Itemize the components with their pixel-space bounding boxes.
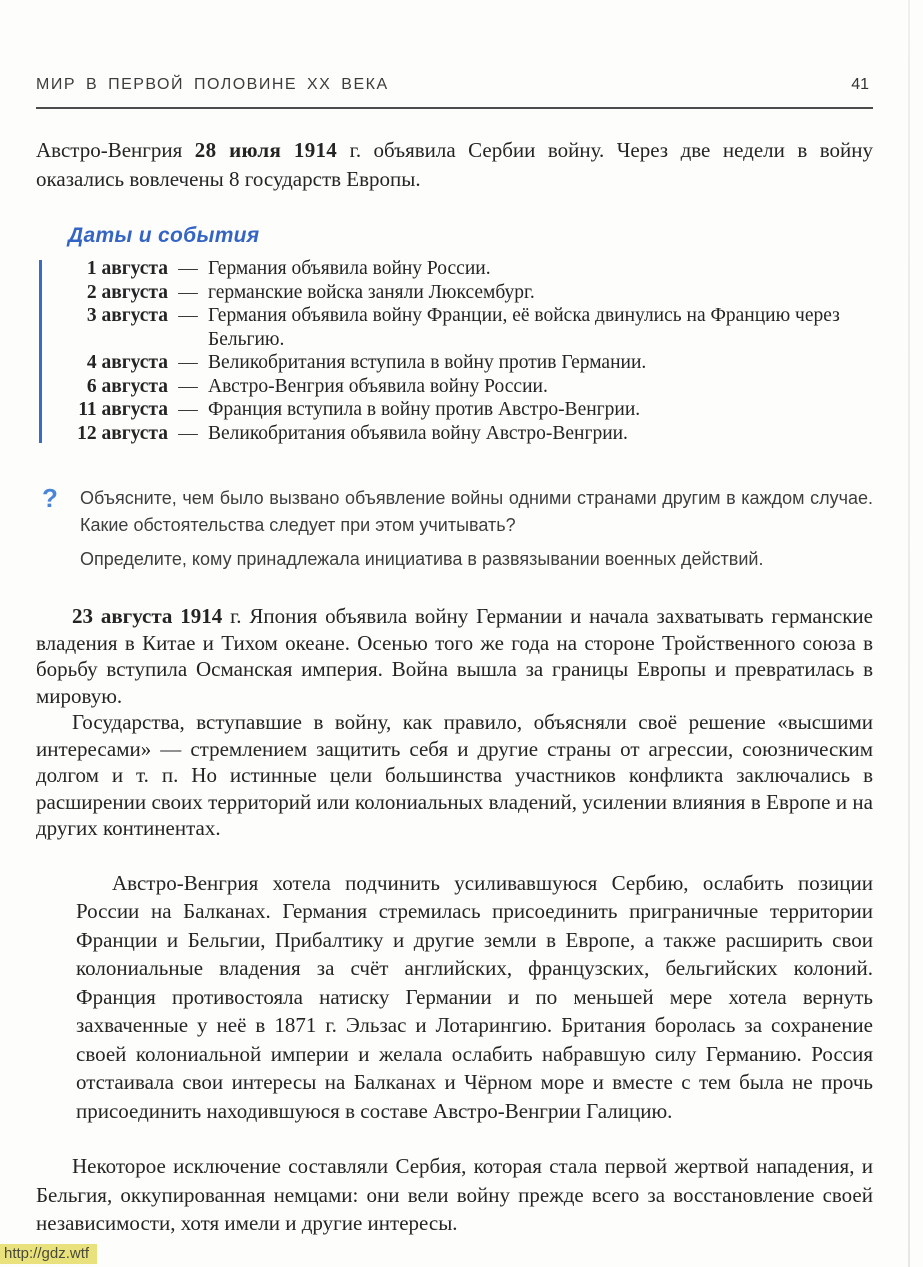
event-text: Германия объявила войну Франции, её войска двинулись на Францию через Бельгию. [208,305,840,350]
question-block [36,485,873,573]
intro-paragraph [36,136,873,194]
list-item [68,422,873,446]
date-label: 3 августа [86,305,168,326]
paragraph-date-bold: 23 августа 1914 [72,604,223,628]
dash: — [178,422,198,444]
page-number: 41 [851,76,869,93]
list-item [68,398,873,422]
dash: — [178,258,198,279]
running-head-title: МИР В ПЕРВОЙ ПОЛОВИНЕ XX ВЕКА [36,76,389,93]
paragraph-japan-text: г. Япония объявила войну Германии и начала захватывать германские владения в Китае и Тихом океане. Осенью того же года на стороне Тройственного союза в борьбу вступила Османская империя. Война вышла за границы Европы и превратилась в мировую. [36,604,873,708]
paragraph-states: Государства, вступавшие в войну, как правило, объясняли своё решение «высшими интересами» — стремлением защитить себя и другие страны от агрессии, союзническим долгом и т. п. Но истинные цели большинства участников конфликта заключались в расширении своих территорий или колониальных владений, усилении влияния в Европе и на других континентах. [36,710,873,840]
dates-block-title: Даты и события [68,224,260,247]
running-head [36,76,873,94]
header-rule [36,107,873,109]
dates-list [68,257,873,445]
date-label: 4 августа [86,352,168,373]
dash: — [178,305,198,326]
dash: — [178,375,198,397]
intro-post: г. объявила Сербии войну. Через две недели в войну оказались вовлечены 8 государств Европы. [36,138,873,191]
question-item: Объясните, чем было вызвано объявление войны одними странами другим в каждом случае. Какие обстоятельства следует при этом учитывать? [80,488,873,535]
list-item [68,351,873,375]
intro-date-bold: 28 июля 1914 [194,138,338,162]
dates-and-events-block [36,224,873,445]
dash: — [178,281,198,303]
question-texts [80,485,873,573]
event-text: германские войска заняли Люксембург. [208,281,535,303]
event-text: Австро-Венгрия объявила войну России. [208,375,548,397]
date-label: 11 августа [78,399,168,420]
paragraph-japan [36,603,873,709]
event-text: Германия объявила войну России. [208,258,491,279]
list-item [68,281,873,305]
dash: — [178,399,198,420]
list-item [68,375,873,399]
date-label: 6 августа [86,375,168,397]
question-item: Определите, кому принадлежала инициатива в развязывании военных действий. [80,549,764,569]
question-mark-icon: ? [42,483,58,513]
dash: — [178,352,198,373]
intro-pre: Австро-Венгрия [36,138,195,162]
list-item [68,257,873,281]
event-text: Великобритания объявила войну Австро-Венгрии. [208,422,628,444]
paragraph-exception: Некоторое исключение составляли Сербия, которая стала первой жертвой нападения, и Бельгия, оккупированная немцами: они вели войну прежде всего за восстановление своей независимости, хотя имели и другие интересы. [36,1154,873,1235]
scan-edge-shadow [908,0,910,1267]
event-text: Франция вступила в войну против Австро-Венгрии. [208,399,641,420]
watermark-link[interactable]: http://gdz.wtf [0,1244,97,1264]
date-label: 1 августа [86,258,168,279]
event-text: Великобритания вступила в войну против Германии. [208,352,647,373]
paragraph-goals: Австро-Венгрия хотела подчинить усиливавшуюся Сербию, ослабить позиции России на Балканах. Германия стремилась присоединить приграничные территории Франции и Бельгии, Прибалтику и другие земли в Европе, а также расширить свои колониальные владения за счёт английских, французских, бельгийских колоний. Франция противостояла натиску Германии и по меньшей мере хотела вернуть захваченные у неё в 1871 г. Эльзас и Лотарингию. Британия боролась за сохранение своей колониальной империи и желала ослабить набравшую силу Германию. Россия отстаивала свои интересы на Балканах и Чёрном море и вместе с тем была не прочь присоединить находившуюся в составе Австро-Венгрии Галицию. [76,870,873,1123]
accent-bar [39,260,42,443]
date-label: 2 августа [86,281,168,303]
list-item [68,304,873,351]
date-label: 12 августа [77,422,168,444]
